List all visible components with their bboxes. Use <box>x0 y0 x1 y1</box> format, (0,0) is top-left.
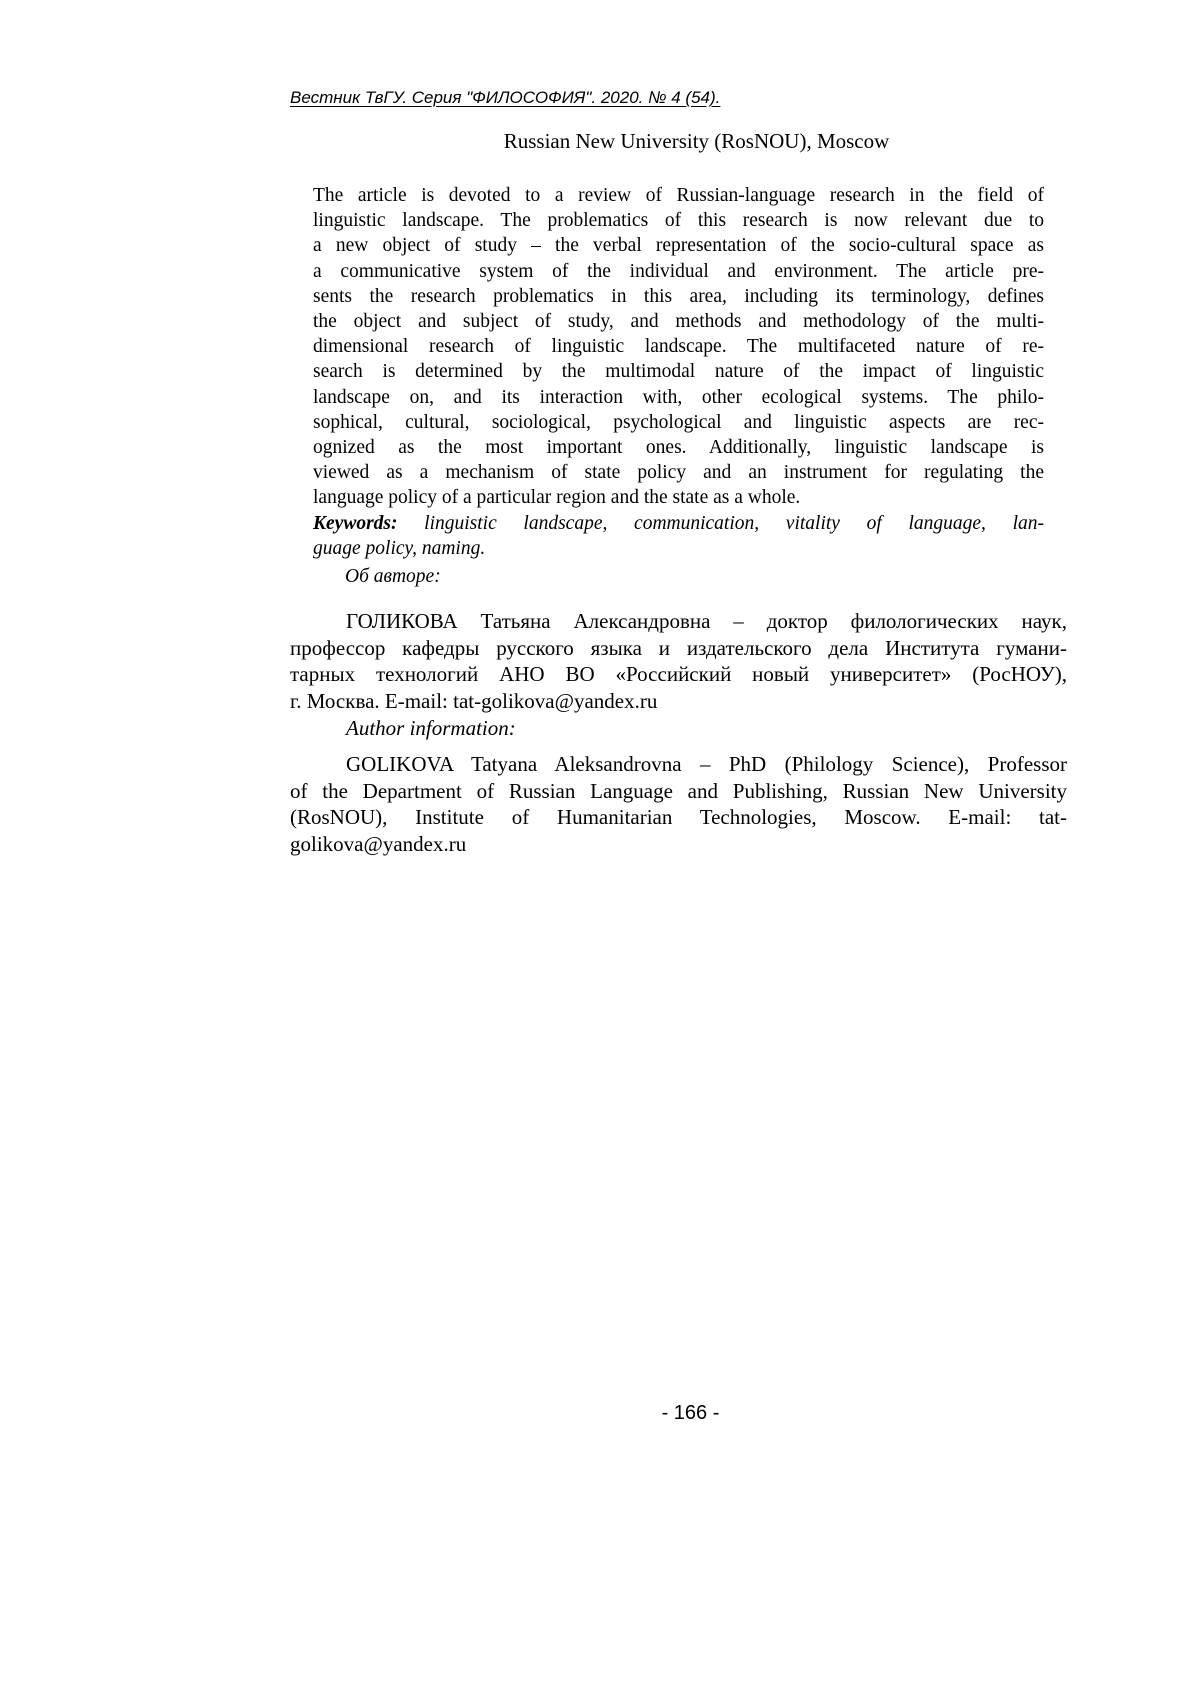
author-en-line: (RosNOU), Institute of Humanitarian Technologies, Moscow. E-mail: tat- <box>290 805 1067 830</box>
keywords-label: Keywords: <box>313 512 398 534</box>
keywords-line <box>313 511 1044 536</box>
abstract-line: language policy of a particular region and the state as a whole. <box>313 487 801 509</box>
keywords-text: linguistic landscape, communication, vitality of language, lan- <box>424 512 1044 534</box>
author-en-line: of the Department of Russian Language and Publishing, Russian New University <box>290 778 1067 803</box>
author-info-ru <box>290 608 1067 714</box>
keywords-line: guage policy, naming. <box>313 537 486 559</box>
abstract-line: The article is devoted to a review of Russian-language research in the field of <box>313 185 1044 206</box>
abstract-line: viewed as a mechanism of state policy and an instrument for regulating the <box>313 462 1044 484</box>
abstract-line: dimensional research of linguistic landscape. The multifaceted nature of re- <box>313 336 1044 358</box>
abstract-line: sophical, cultural, sociological, psychological and linguistic aspects are rec- <box>313 411 1044 433</box>
author-ru-line: г. Москва. E-mail: tat-golikova@yandex.ru <box>290 689 658 714</box>
abstract-line: search is determined by the multimodal nature of the impact of linguistic <box>313 361 1044 383</box>
author-en-line: golikova@yandex.ru <box>290 832 467 856</box>
page-content <box>290 88 1067 858</box>
journal-header: Вестник ТвГУ. Серия "ФИЛОСОФИЯ". 2020. № 4 (54). <box>290 88 721 107</box>
abstract-line: a new object of study – the verbal representation of the socio-cultural space as <box>313 235 1044 257</box>
author-affiliation: Russian New University (RosNOU), Moscow <box>503 129 890 153</box>
author-en-line: GOLIKOVA Tatyana Aleksandrovna – PhD (Philology Science), Professor <box>346 752 1067 777</box>
abstract-line: a communicative system of the individual and environment. The article pre- <box>313 260 1044 282</box>
abstract-text <box>313 183 1044 511</box>
author-info-en <box>290 751 1067 857</box>
author-information-label: Author information: <box>346 715 516 740</box>
author-ru-line: профессор кафедры русского языка и издательского дела Института гумани- <box>290 635 1067 660</box>
abstract-line: the object and subject of study, and methods and methodology of the multi- <box>313 311 1044 333</box>
author-ru-line: тарных технологий АНО ВО «Российский новый университет» (РосНОУ), <box>290 662 1067 687</box>
abstract-line: ognized as the most important ones. Additionally, linguistic landscape is <box>313 437 1044 459</box>
about-author-label: Об авторе: <box>345 566 441 588</box>
author-ru-line: ГОЛИКОВА Татьяна Александровна – доктор филологических наук, <box>346 609 1067 634</box>
abstract-line: sents the research problematics in this area, including its terminology, defines <box>313 285 1044 307</box>
abstract-line: linguistic landscape. The problematics of this research is now relevant due to <box>313 210 1044 232</box>
page-number: - 166 - <box>661 1402 720 1424</box>
abstract-line: landscape on, and its interaction with, other ecological systems. The philo- <box>313 386 1044 408</box>
abstract-block <box>313 183 1044 589</box>
